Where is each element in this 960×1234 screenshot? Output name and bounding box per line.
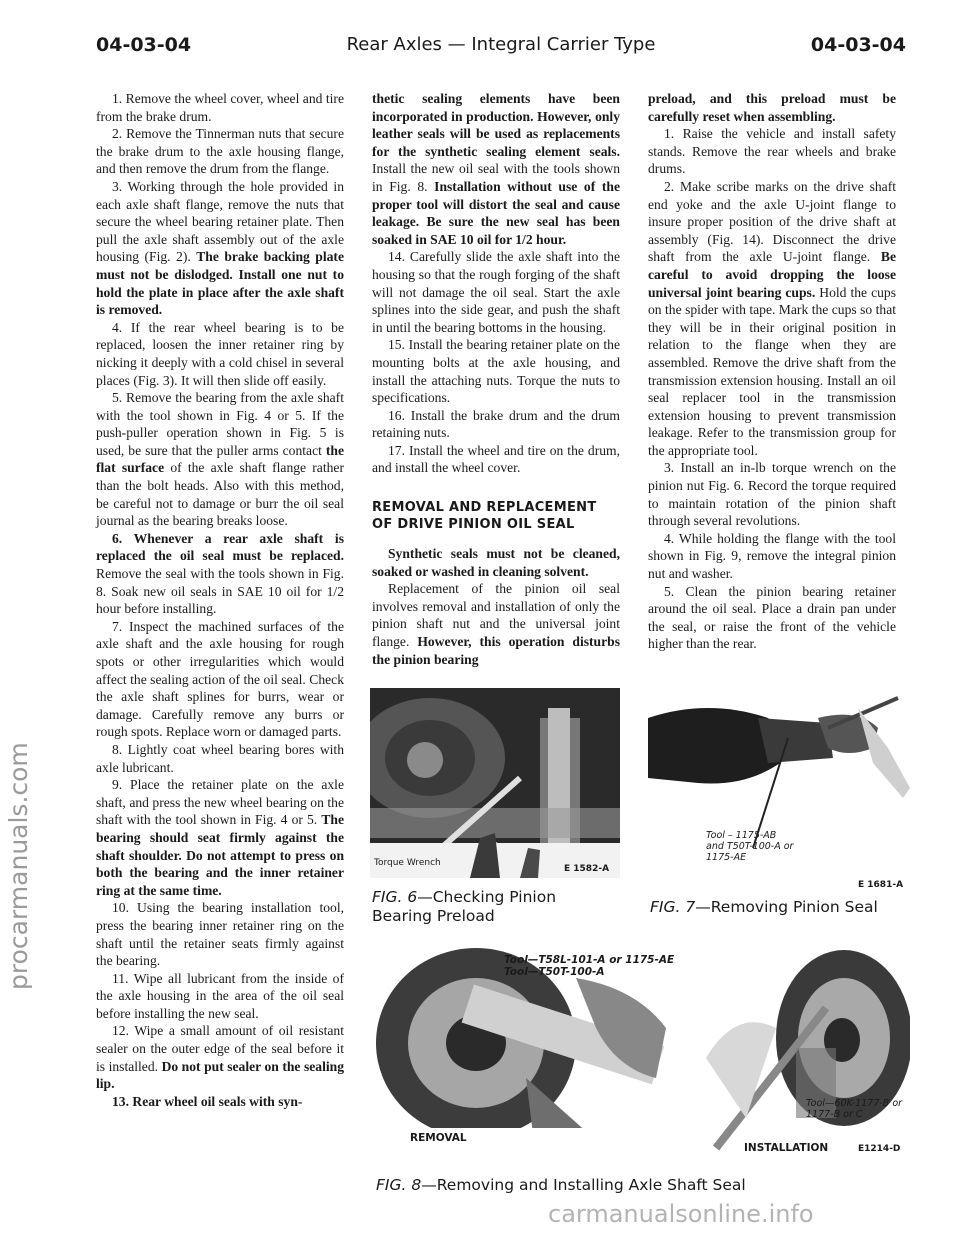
pinion-step-5: 5. Clean the pinion bearing retainer around the oil seal. Place a drain pan under the seal, or raise the front of the vehicle higher than the rear. (648, 583, 896, 652)
pinion-step-3: 3. Install an in-lb torque wrench on the pinion nut Fig. 6. Record the torque required to maintain rotation of the pinion shaft through several revolutions. (648, 460, 896, 529)
figure-7-code: E 1681-A (858, 880, 904, 890)
figure-6-caption: FIG. 6—Checking Pinion Bearing Preload (372, 888, 557, 925)
step-5: 5. Remove the bearing from the axle shaft with the tool shown in Fig. 4 or 5. If the push-puller operation shown in Fig. 5 is used, be sure that the puller arms contact the flat surface of the axle shaft flange rather than the bolt heads. Also with this method, be careful not to damage or burr the oil seal journal as the bearing breaks loose. (96, 390, 344, 529)
preload-note: preload, and this preload must be carefully reset when assembling. (648, 91, 896, 124)
step-13-start: 13. Rear wheel oil seals with syn- (112, 1093, 303, 1109)
step-6: 6. Whenever a rear axle shaft is replaced the oil seal must be replaced. Remove the seal with the tools shown in Fig. 8. Soak new oil seals in SAE 10 oil for 1/2 hour before installing. (96, 530, 344, 617)
figure-7 (648, 688, 910, 888)
page-title: Rear Axles — Integral Carrier Type (346, 34, 656, 55)
step-8: 8. Lightly coat wheel bearing bores with axle lubricant. (96, 741, 344, 775)
figure-7-caption: FIG. 7—Removing Pinion Seal (650, 898, 878, 916)
warning-synthetic-seals: Synthetic seals must not be cleaned, soaked or washed in cleaning solvent. (372, 546, 620, 579)
section-heading: REMOVAL AND REPLACEMENT OF DRIVE PINION OIL SEAL (372, 500, 597, 533)
pinion-step-1: 1. Raise the vehicle and install safety stands. Remove the rear wheels and brake drums. (648, 126, 896, 177)
bottom-watermark: carmanualsonline.info (548, 1200, 814, 1228)
page-number-left: 04-03-04 (96, 34, 192, 56)
step-15: 15. Install the bearing retainer plate on the mounting bolts at the axle housing, and install the attaching nuts. Torque the nuts to specifications. (372, 337, 620, 406)
step-3: 3. Working through the hole provided in each axle shaft flange, remove the nuts that secure the wheel bearing retainer plate. Then pull the axle shaft assembly out of the axle housing (Fig. 2). The brake backing plate must not be dislodged. Install one nut to hold the plate in place after the axle shaft is removed. (96, 178, 344, 318)
torque-wrench-photo (370, 688, 620, 878)
installation-label: INSTALLATION (744, 1142, 829, 1154)
figure-8-caption: FIG. 8—Removing and Installing Axle Shaft Seal (376, 1176, 746, 1194)
figure-8-removal-tool: Tool—T58L-101-A or 1175-AE Tool—T50T-100-A (504, 954, 675, 978)
step-10: 10. Using the bearing installation tool, press the bearing inner retainer ring on the shaft until the retainer seats firmly against the bearing. (96, 900, 344, 969)
step-16: 16. Install the brake drum and the drum retaining nuts. (372, 407, 620, 441)
step-14: 14. Carefully slide the axle shaft into the housing so that the rough forging of the shaft will not damage the oil seal. Start the axle splines into the side gear, and push the shaft in until the bearing bottoms in the housing. (372, 249, 620, 335)
step-9: 9. Place the retainer plate on the axle shaft, and press the new wheel bearing on the shaft with the tool shown in Fig. 4 or 5. The bearing should seat firmly against the shaft shoulder. Do not attempt to press on both the bearing and the inner retainer ring at the same time. (96, 777, 344, 898)
figure-8-install-tool: Tool—60K-1177-B or 1177-B or C (806, 1098, 903, 1120)
figure-8 (376, 948, 910, 1168)
removal-label: REMOVAL (410, 1132, 467, 1144)
step-17: 17. Install the wheel and tire on the drum, and install the wheel cover. (372, 442, 620, 476)
figure-6-code: E 1582-A (564, 864, 610, 874)
figure-7-tool-label: Tool – 1175-AB and T50T-100-A or 1175-AE (706, 830, 794, 863)
side-watermark: procarmanuals.com (4, 742, 33, 990)
text-column-1 (96, 90, 344, 1110)
pinion-step-2: 2. Make scribe marks on the drive shaft end yoke and the axle U-joint flange to insure proper position of the drive shaft at assembly (Fig. 14). Disconnect the drive shaft from the axle U-joint flange. Be careful to avoid dropping the loose universal joint bearing cups. Hold the cups on the spider with tape. Mark the cups so that they will be in their original position in relation to the flange when they are assembled. Remove the drive shaft from the transmission extension housing. Install an oil seal replacer tool in the transmission extension housing to prevent transmission leakage. Refer to the transmission group for the appropriate tool. (648, 178, 896, 458)
step-1: 1. Remove the wheel cover, wheel and tire from the brake drum. (96, 91, 344, 124)
step-4: 4. If the rear wheel bearing is to be replaced, loosen the inner retainer ring by nicking it deeply with a cold chisel in several places (Fig. 3). It will then slide off easily. (96, 319, 344, 388)
figure-6 (370, 688, 630, 884)
caution-backing-plate: The brake backing plate must not be dislodged. Install one nut to hold the plate in place after the axle shaft is removed. (96, 249, 344, 318)
page-number-right: 04-03-04 (810, 34, 906, 56)
step-13-cont: thetic sealing elements have been incorporated in production. However, only leather seals will be used as replacements for the synthetic sealing element seals. Install the new oil seal with the tools shown in Fig. 8. Installation without use of the proper tool will distort the seal and cause leakage. Be sure the new seal has been soaked in SAE 10 oil for 1/2 hour. (372, 91, 620, 247)
page-header (96, 34, 906, 62)
torque-wrench-label: Torque Wrench (374, 858, 441, 868)
step-7: 7. Inspect the machined surfaces of the axle shaft and the axle housing for rough spots or other irregularities which would affect the sealing action of the oil seal. Check the axle shaft splines for burrs, wear or damage. Carefully remove any burrs or rough spots. Replace worn or damaged parts. (96, 618, 344, 740)
text-column-3 (648, 90, 896, 653)
step-2: 2. Remove the Tinnerman nuts that secure the brake drum to the axle housing flange, and then remove the drum from the flange. (96, 126, 344, 177)
step-12: 12. Wipe a small amount of oil resistant sealer on the outer edge of the seal before it is installed. Do not put sealer on the sealing lip. (96, 1023, 344, 1092)
step-11: 11. Wipe all lubricant from the inside of the axle housing in the area of the oil seal before installing the new seal. (96, 970, 344, 1021)
pinion-step-4: 4. While holding the flange with the tool shown in Fig. 9, remove the integral pinion nut and washer. (648, 530, 896, 582)
text-column-2 (372, 90, 620, 668)
figure-8-code: E1214-D (858, 1144, 901, 1154)
pinion-seal-intro: Replacement of the pinion oil seal involves removal and installation of only the pinion shaft nut and the universal joint flange. However, this operation disturbs the pinion bearing (372, 581, 620, 667)
